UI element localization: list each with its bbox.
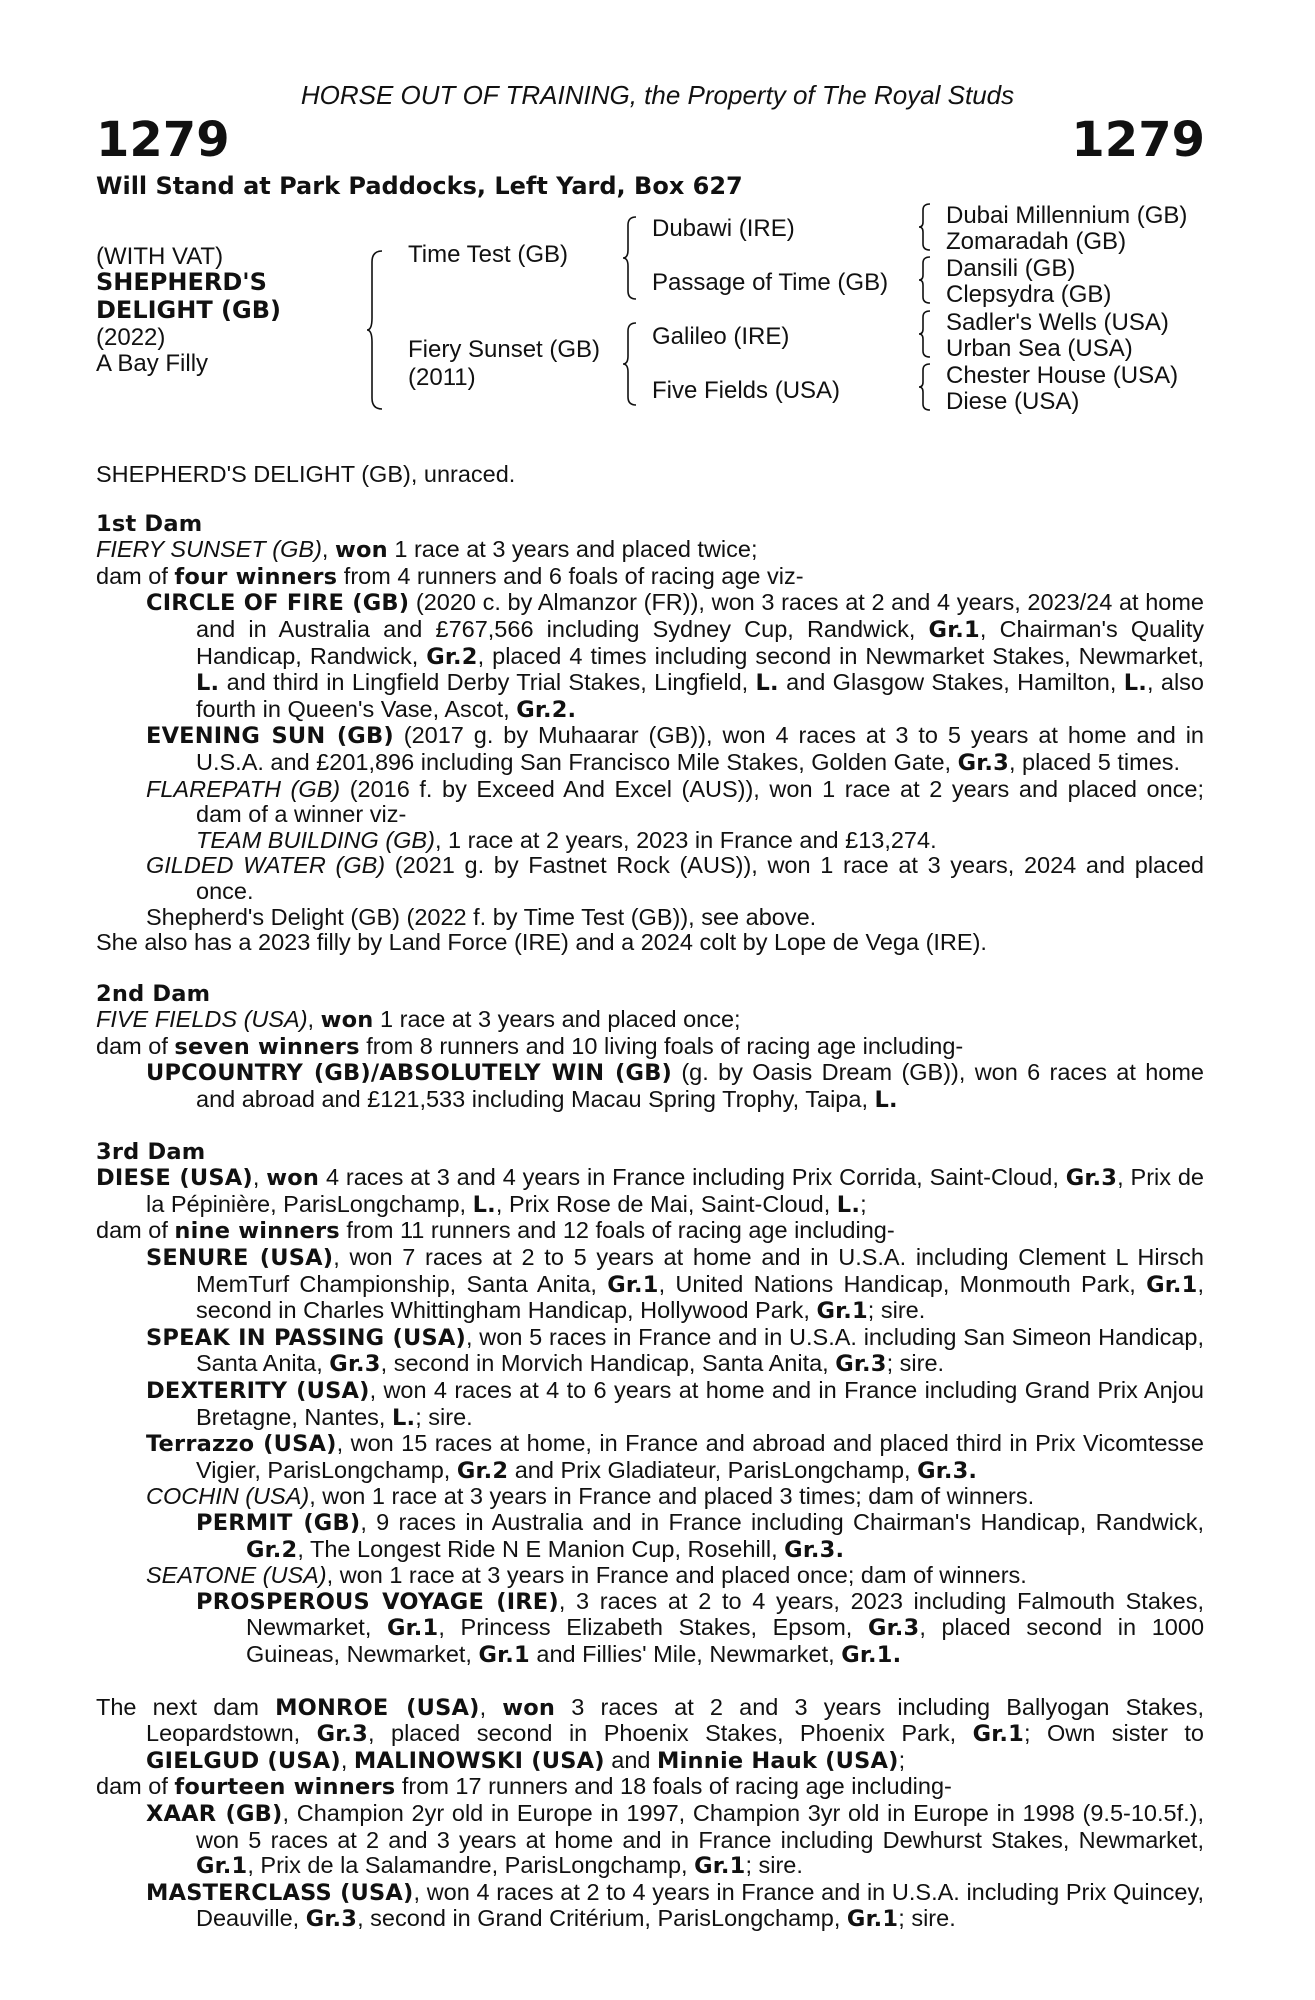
brace-g3 (918, 310, 932, 358)
dam1-foals: from 4 runners and 6 foals of racing age viz- (337, 562, 804, 589)
progeny-speak-in-passing: SPEAK IN PASSING (USA), won 5 races in France and in U.S.A. including San Simeon Handicap, Santa Anita, Gr.3, second in Morvich Handicap, Santa Anita, Gr.3; sire. (146, 1323, 1204, 1378)
dam-name: Fiery Sunset (GB) (408, 336, 601, 363)
horse-description: A Bay Filly (96, 350, 209, 377)
ancestor-6: Urban Sea (USA) (946, 335, 1133, 362)
third-dam-heading: 3rd Dam (96, 1138, 206, 1165)
dam1-winners: four winners (174, 563, 338, 590)
horse-year: (2022) (96, 324, 166, 351)
horse-name-line2: DELIGHT (GB) (96, 296, 281, 324)
intro-line: SHEPHERD'S DELIGHT (GB), unraced. (96, 461, 516, 487)
progeny-senure: SENURE (USA), won 7 races at 2 to 5 years at home and in U.S.A. including Clement L Hirsch MemTurf Championship, Santa Anita, Gr.1, United Nations Handicap, Monmouth Park, Gr.1, second in Charles Whittingham Handicap, Hollywood Park, Gr.1; sire. (146, 1244, 1204, 1325)
progeny-name: EVENING SUN (GB) (146, 723, 394, 750)
dam-dam: Five Fields (USA) (652, 377, 841, 404)
dam1-record: 1 race at 3 years and placed twice; (387, 536, 758, 563)
vat-label: (WITH VAT) (96, 243, 224, 270)
progeny-dexterity: DEXTERITY (USA), won 4 races at 4 to 6 years at home and in France including Grand Prix Anjou Bretagne, Nantes, L.; sire. (146, 1377, 1204, 1431)
dam-year: (2011) (408, 364, 476, 391)
dam-sire: Galileo (IRE) (652, 323, 790, 350)
brace-g4 (918, 363, 932, 411)
dam3-winners: nine winners (174, 1218, 340, 1245)
progeny-name: FLAREPATH (GB) (146, 775, 341, 802)
grand-progeny-prosperous-voyage: PROSPEROUS VOYAGE (IRE), 3 races at 2 to 4 years, 2023 including Falmouth Stakes, Newmarket, Gr.1, Princess Elizabeth Stakes, Epsom, Gr.3, placed second in 1000 Guineas, Newmarket, Gr.1 and Fillies' Mile, Newmarket, Gr.1. (196, 1587, 1205, 1668)
dam1-also-has: She also has a 2023 filly by Land Force (IRE) and a 2024 colt by Lope de Vega (IRE). (96, 929, 987, 956)
progeny-xaar: XAAR (GB), Champion 2yr old in Europe in 1997, Champion 3yr old in Europe in 1998 (9.5-10.5f.), won 5 races at 2 and 3 years at home and in France including Dewhurst Stakes, Newmarket, Gr.1, Prix de la Salamandre, ParisLongchamp, Gr.1; sire. (146, 1799, 1205, 1880)
second-dam-section: 2nd Dam FIVE FIELDS (USA), won 1 race at 3 years and placed once; dam of seven winners from 8 runners and 10 living foals of racing age including- UPCOUNTRY (GB)/ABSOLUTELY WIN (GB) (g. by Oasis Dream (GB)), won 6 races at home and abroad and £121,533 including Macau Spring Trophy, Taipa, L. (96, 980, 1204, 1114)
progeny-upcountry: UPCOUNTRY (GB)/ABSOLUTELY WIN (GB) (g. by Oasis Dream (GB)), won 6 races at home and abroad and £121,533 including Macau Spring Trophy, Taipa, L. (146, 1059, 1204, 1114)
brace-dam (622, 322, 638, 406)
horse-name-line1: SHEPHERD'S (96, 268, 267, 296)
third-dam-section: 3rd Dam DIESE (USA), won 4 races at 3 and 4 years in France including Prix Corrida, Saint-Cloud, Gr.3, Prix de la Pépinière, ParisLongchamp, L., Prix Rose de Mai, Saint-Cloud, L.; dam of nine winners from 11 runners and 12 foals of racing age including- SENURE (USA), won 7 races at 2 to 5 years at home and in U.S.A. including Clement L Hirsch MemTurf Championship, Santa Anita, Gr.1, United Nations Handicap, Monmouth Park, Gr.1, second in Charles Whittingham Handicap, Hollywood Park, Gr.1; sire. SPEAK IN PASSING (USA), won 5 races in France and in U.S.A. including San Simeon Handicap, Santa Anita, Gr.3, second in Morvich Handicap, Santa Anita, Gr.3; sire. DEXTERITY (USA), won 4 races at 4 to 6 years at home and in France including Grand Prix Anjou Bretagne, Nantes, L.; sire. Terrazzo (USA), won 15 races at home, in France and abroad and placed third in Prix Vicomtesse Vigier, ParisLongchamp, Gr.2 and Prix Gladiateur, ParisLongchamp, Gr.3. COCHIN (USA), won 1 race at 3 years in France and placed 3 times; dam of winners. PERMIT (GB), 9 races in Australia and in France including Chairman's Handicap, Randwick, Gr.2, The Longest Ride N E Manion Cup, Rosehill, Gr.3. SEATONE (USA), won 1 race at 3 years in France and placed once; dam of winners. PROSPEROUS VOYAGE (IRE), 3 races at 2 to 4 years, 2023 including Falmouth Stakes, Newmarket, Gr.1, Princess Elizabeth Stakes, Epsom, Gr.3, placed second in 1000 Guineas, Newmarket, Gr.1 and Fillies' Mile, Newmarket, Gr.1. (96, 1138, 1205, 1668)
stand-location: Will Stand at Park Paddocks, Left Yard, Box 627 (96, 172, 743, 200)
progeny-flarepath: FLAREPATH (GB) (2016 f. by Exceed And Excel (AUS)), won 1 race at 2 years and placed once; dam of a winner viz- (146, 775, 1204, 828)
ancestor-1: Dubai Millennium (GB) (946, 202, 1188, 229)
progeny-name: CIRCLE OF FIRE (GB) (146, 590, 410, 617)
dam1-dam-of: dam of (96, 562, 175, 589)
first-dam-heading: 1st Dam (96, 510, 203, 537)
ancestor-8: Diese (USA) (946, 388, 1080, 415)
progeny-terrazzo: Terrazzo (USA), won 15 races at home, in France and abroad and placed third in Prix Vicomtesse Vigier, ParisLongchamp, Gr.2 and Prix Gladiateur, ParisLongchamp, Gr.3. (146, 1430, 1205, 1484)
ancestor-4: Clepsydra (GB) (946, 281, 1112, 308)
dam2-name: FIVE FIELDS (USA) (96, 1006, 308, 1033)
dam1-won: won (334, 537, 388, 564)
first-dam-section: 1st Dam FIERY SUNSET (GB), won 1 race at 3 years and placed twice; dam of four winners from 4 runners and 6 foals of racing age viz- CIRCLE OF FIRE (GB) (2020 c. by Almanzor (FR)), won 3 races at 2 and 4 years, 2023/24 at home and in Australia and £767,566 including Sydney Cup, Randwick, Gr.1, Chairman's Quality Handicap, Randwick, Gr.2, placed 4 times including second in Newmarket Stakes, Newmarket, L. and third in Lingfield Derby Trial Stakes, Lingfield, L. and Glasgow Stakes, Hamilton, L., also fourth in Queen's Vase, Ascot, Gr.2. EVENING SUN (GB) (2017 g. by Muhaarar (GB)), won 4 races at 3 to 5 years at home and in U.S.A. and £201,896 including San Francisco Mile Stakes, Golden Gate, Gr.3, placed 5 times. FLAREPATH (GB) (2016 f. by Exceed And Excel (AUS)), won 1 race at 2 years and placed once; dam of a winner viz- TEAM BUILDING (GB), 1 race at 2 years, 2023 in France and £13,274. GILDED WATER (GB) (2021 g. by Fastnet Rock (AUS)), won 1 race at 3 years, 2024 and placed once. Shepherd's Delight (GB) (2022 f. by Time Test (GB)), see above. She also has a 2023 filly by Land Force (IRE) and a 2024 colt by Lope de Vega (IRE). (96, 510, 1205, 956)
brace-main (366, 250, 384, 410)
catalogue-body (96, 462, 1204, 1933)
progeny-evening-sun: EVENING SUN (GB) (2017 g. by Muhaarar (GB)), won 4 races at 3 to 5 years at home and in U.S.A. and £201,896 including San Francisco Mile Stakes, Golden Gate, Gr.3, placed 5 times. (146, 722, 1204, 776)
ancestor-2: Zomaradah (GB) (946, 228, 1127, 255)
grand-progeny-permit: PERMIT (GB), 9 races in Australia and in France including Chairman's Handicap, Randwick, Gr.2, The Longest Ride N E Manion Cup, Rosehill, Gr.3. (196, 1508, 1204, 1563)
sire-name: Time Test (GB) (408, 241, 569, 268)
progeny-gilded-water: GILDED WATER (GB) (2021 g. by Fastnet Rock (AUS)), won 1 race at 3 years, 2024 and placed once. (146, 852, 1205, 904)
progeny-shepherds-delight: Shepherd's Delight (GB) (2022 f. by Time Test (GB)), see above. (146, 903, 817, 930)
ancestor-5: Sadler's Wells (USA) (946, 309, 1169, 336)
dam2-winners: seven winners (174, 1033, 360, 1060)
next-dam-section: The next dam MONROE (USA), won 3 races at 2 and 3 years including Ballyogan Stakes, Leopardstown, Gr.3, placed second in Phoenix Stakes, Phoenix Park, Gr.1; Own sister to GIELGUD (USA), MALINOWSKI (USA) and Minnie Hauk (USA); dam of fourteen winners from 17 runners and 18 foals of racing age including- XAAR (GB), Champion 2yr old in Europe in 1997, Champion 3yr old in Europe in 1998 (9.5-10.5f.), won 5 races at 2 and 3 years at home and in France including Dewhurst Stakes, Newmarket, Gr.1, Prix de la Salamandre, ParisLongchamp, Gr.1; sire. MASTERCLASS (USA), won 4 races at 2 to 4 years in France and in U.S.A. including Prix Quincey, Deauville, Gr.3, second in Grand Critérium, ParisLongchamp, Gr.1; sire. (96, 1693, 1205, 1933)
dam3-record: DIESE (USA), won 4 races at 3 and 4 years in France including Prix Corrida, Saint-Cloud, Gr.3, Prix de la Pépinière, ParisLongchamp, L., Prix Rose de Mai, Saint-Cloud, L.; (96, 1164, 1204, 1218)
lot-number-left: 1279 (96, 112, 230, 168)
second-dam-heading: 2nd Dam (96, 980, 211, 1007)
progeny-circle-of-fire: CIRCLE OF FIRE (GB) (2020 c. by Almanzor (FR)), won 3 races at 2 and 4 years, 2023/24 at home and in Australia and £767,566 including Sydney Cup, Randwick, Gr.1, Chairman's Quality Handicap, Randwick, Gr.2, placed 4 times including second in Newmarket Stakes, Newmarket, L. and third in Lingfield Derby Trial Stakes, Lingfield, L. and Glasgow Stakes, Hamilton, L., also fourth in Queen's Vase, Ascot, Gr.2. (146, 589, 1204, 723)
brace-g1 (918, 203, 932, 251)
progeny-seatone: SEATONE (USA), won 1 race at 3 years in France and placed once; dam of winners. (146, 1562, 1027, 1589)
nextdam-winners: fourteen winners (174, 1774, 396, 1801)
grand-progeny-team-building: TEAM BUILDING (GB), 1 race at 2 years, 2023 in France and £13,274. (196, 826, 937, 853)
lot-number-right: 1279 (1071, 112, 1205, 168)
dam1-name: FIERY SUNSET (GB) (96, 536, 322, 563)
ancestor-3: Dansili (GB) (946, 255, 1076, 282)
progeny-name: GILDED WATER (GB) (146, 852, 386, 879)
sale-header: HORSE OUT OF TRAINING, the Property of The Royal Studs (300, 80, 1015, 110)
sire-dam: Passage of Time (GB) (652, 269, 889, 296)
sire-sire: Dubawi (IRE) (652, 215, 795, 242)
brace-g2 (918, 256, 932, 304)
nextdam-record: The next dam MONROE (USA), won 3 races at 2 and 3 years including Ballyogan Stakes, Leopardstown, Gr.3, placed second in Phoenix Stakes, Phoenix Park, Gr.1; Own sister to GIELGUD (USA), MALINOWSKI (USA) and Minnie Hauk (USA); (96, 1693, 1204, 1774)
ancestor-7: Chester House (USA) (946, 362, 1179, 389)
brace-sire (622, 216, 638, 300)
progeny-masterclass: MASTERCLASS (USA), won 4 races at 2 to 4 years in France and in U.S.A. including Prix Quincey, Deauville, Gr.3, second in Grand Critérium, ParisLongchamp, Gr.1; sire. (146, 1878, 1204, 1933)
progeny-cochin: COCHIN (USA), won 1 race at 3 years in France and placed 3 times; dam of winners. (146, 1483, 1035, 1510)
